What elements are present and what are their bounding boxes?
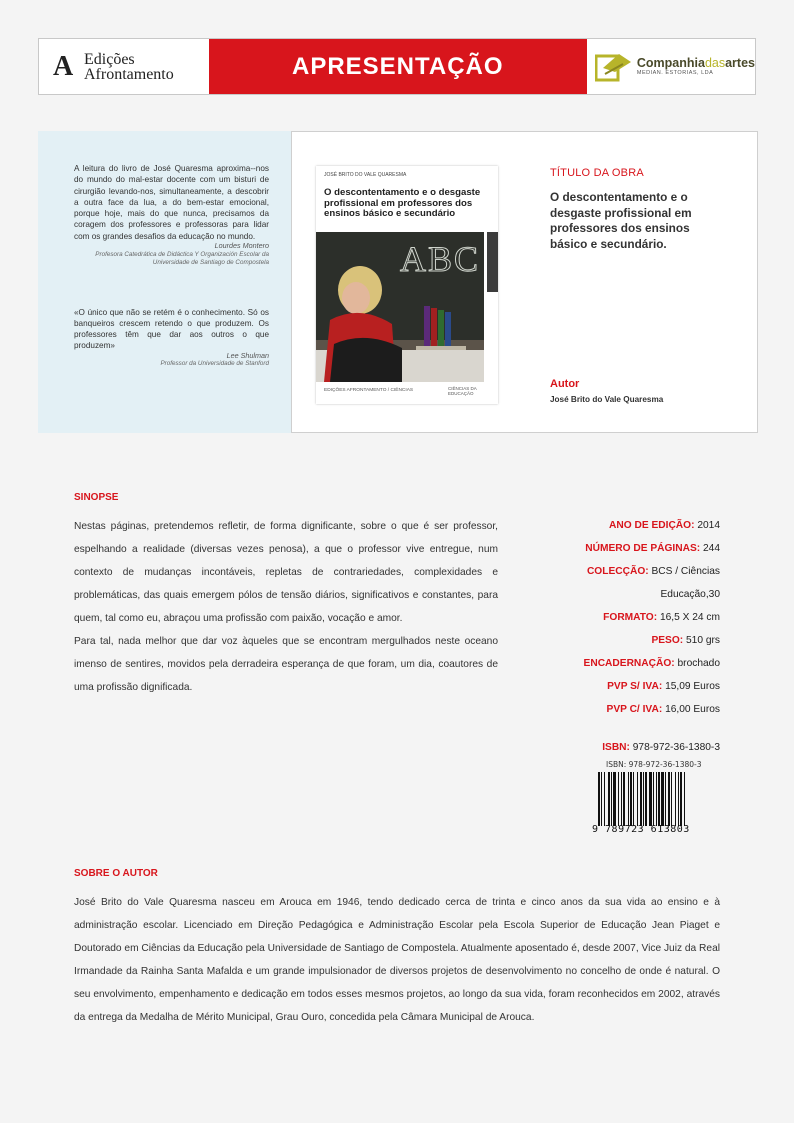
book-card [291, 131, 758, 433]
companhia-logo-icon [595, 52, 633, 82]
spec-row: PVP C/ IVA: 16,00 Euros [606, 704, 720, 715]
companhia-name: Companhiadasartes [636, 56, 755, 70]
cover-photo-illustration [316, 232, 484, 382]
header-title-banner [209, 39, 587, 94]
about-author-text: José Brito do Vale Quaresma nasceu em Arouca em 1946, tendo dedicado cerca de trinta e cinco anos da sua vida ao ensino e à administração escolar. Licenciado em Direção Pedagógica e Administração Escolar pela Escola Superior de Educação Jean Piaget e Doutorado em Ciências da Educação pela Universidade de Santiago de Compostela. Atualmente aposentado é, desde 2007, Vice Juiz da Real Irmandade da Rainha Santa Mafalda e um grande impulsionador de diversos projetos de desenvolvimento no concelho de onde é natural. O seu envolvimento, empenhamento e dedicação em todos esses mesmos projetos, ao longo da sua vida, foram reconhecidos em 2002, através da entrega da Medalha de Mérito Municipal, Grau Ouro, concedida pela Câmara Municipal de Arouca. [74, 897, 721, 1023]
companhia-text [637, 57, 755, 76]
quotes-panel [38, 131, 291, 433]
spec-row: PVP S/ IVA: 15,09 Euros [607, 681, 720, 692]
barcode-bars [596, 772, 720, 826]
book-author: José Brito do Vale Quaresma [550, 395, 664, 404]
quote-text: «O único que não se retém é o conhecimento. Só os banqueiros crescem retendo o que produzem. Os professores têm que dar aos outros o que produzem» [74, 307, 269, 351]
cover-spine [486, 232, 498, 382]
synopsis-paragraph: Para tal, nada melhor que dar voz àqueles que se encontram mergulhados neste oceano imenso de sentires, movidos pela derradeira esperança de que foram, um dia, coautores de uma profissão dignificada. [74, 636, 498, 693]
companhia-subtitle: MEDIAN. ESTORIAS, LDA [636, 70, 714, 76]
quote-author: Lourdes Montero [214, 241, 269, 251]
barcode-isbn-text: ISBN: 978-972-36-1380-3 [606, 760, 702, 769]
quote-block [74, 163, 269, 267]
quote-text: A leitura do livro de José Quaresma aproxima--nos do mundo do mal-estar docente com um bisturi de cirurgião levando-nos, simultaneamente, a descobrir a outra face da lua, a do bem-estar emocional, porque hoje, mais do que nunca, precisamos da coragem dos professores e professoras para lidar com os grandes desafios da educação no mundo. [74, 164, 269, 241]
quote-affiliation: Profesora Catedrática de Didáctica Y Organización Escolar da Universidade de Santiago de Compostela [95, 250, 269, 266]
spec-row: ANO DE EDIÇÃO: 2014 [609, 520, 720, 531]
cover-photo [316, 232, 484, 382]
cover-board-text: ABC [400, 239, 481, 279]
quote-author: Lee Shulman [226, 350, 269, 360]
book-cover-image [316, 166, 498, 404]
cover-author: JOSÉ BRITO DO VALE QUARESMA [324, 172, 407, 178]
cover-footer-right: CIÊNCIAS DA EDUCAÇÃO [448, 386, 477, 396]
spec-row: NÚMERO DE PÁGINAS: 244 [585, 543, 720, 554]
page-header [38, 38, 756, 95]
synopsis-text [74, 515, 498, 699]
page-title: APRESENTAÇÃO [291, 52, 504, 80]
synopsis-paragraph: Nestas páginas, pretendemos refletir, de forma dignificante, sobre o que é ser professor, espelhando a realidade (diversas vezes penosa), a que o professor vive entregue, num contexto de mudanças incontáveis, repletas de contrariedades, complexidades e problemáticas, das quais emergem pólos de tensão diários, significativos e constantes, para quem, tal como eu, abraçou uma profissão com paixão, vocação e amor. [74, 521, 498, 624]
barcode-number: 9 789723 613803 [592, 824, 690, 835]
publisher-name-line2: Afrontamento [84, 65, 174, 83]
spec-row: ENCADERNAÇÃO: brochado [583, 658, 720, 669]
publisher-name [84, 52, 174, 82]
afrontamento-logo-icon: A [53, 50, 74, 82]
author-label: Autor [550, 378, 580, 390]
quote-affiliation: Professor da Universidade de Stanford [160, 360, 269, 368]
book-specs [506, 514, 720, 721]
publisher-logo-companhia [587, 39, 755, 94]
quote-block [74, 307, 269, 369]
spec-row: COLECÇÃO: BCS / Ciências [586, 566, 720, 577]
book-title: O descontentamento e o desgaste profissional em professores dos ensinos básico e secundário. [550, 190, 692, 251]
cover-title: O descontentamento e o desgaste profissional em professores dos ensinos básico e secundário [324, 187, 481, 219]
isbn-line: ISBN: 978-972-36-1380-3 [602, 742, 720, 753]
spec-row: FORMATO: 16,5 X 24 cm [603, 612, 720, 623]
spec-row: Educação,30 [660, 589, 720, 600]
spec-row: PESO: 510 grs [651, 635, 720, 646]
isbn-barcode [592, 758, 722, 840]
about-heading: SOBRE O AUTOR [74, 868, 158, 879]
title-label: TÍTULO DA OBRA [550, 167, 644, 179]
synopsis-heading: SINOPSE [74, 492, 119, 503]
publisher-logo-afrontamento [39, 39, 209, 94]
cover-footer: EDIÇÕES AFRONTAMENTO / CIÊNCIAS [324, 388, 414, 393]
publisher-name-line1: Edições [84, 50, 135, 68]
